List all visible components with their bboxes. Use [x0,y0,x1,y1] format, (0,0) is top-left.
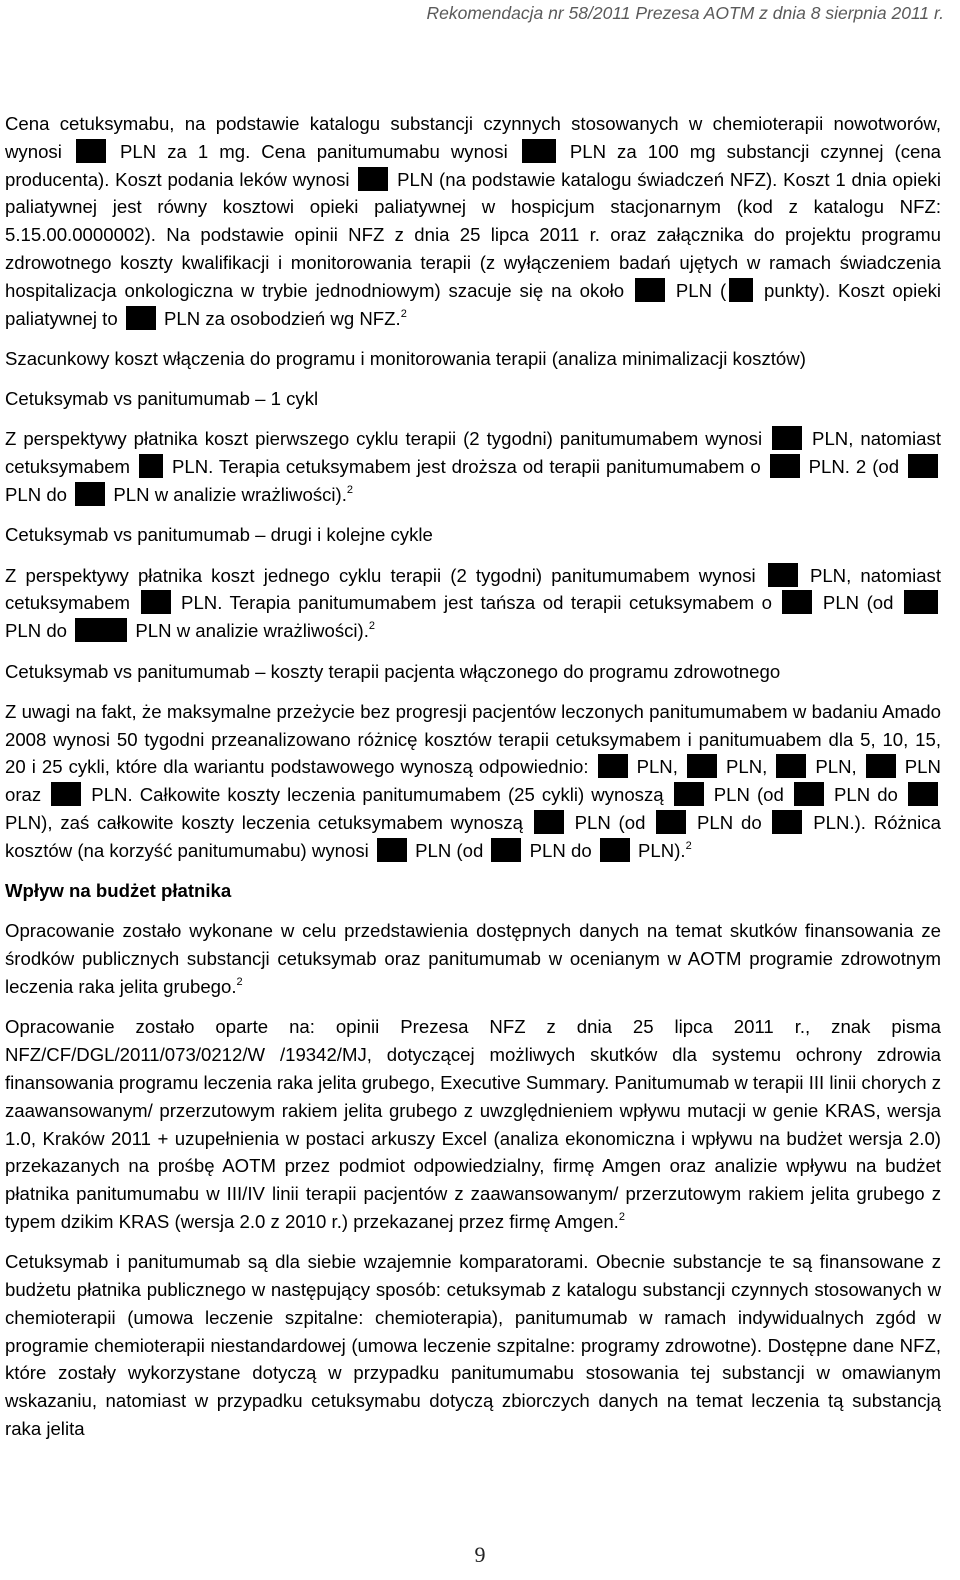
redacted-value [141,590,171,614]
paragraph-next-cycles: Z perspektywy płatnika koszt jednego cyklu terapii (2 tygodni) panitumumabem wynosi PLN, natomiast cetuksymabem PLN. Terapia panitumumabem jest tańsza od terapii cetuksymabem o PLN (od PLN do PLN w analizie wrażliwości).$^2$ [5,564,942,642]
footnote-ref: 2 [346,484,354,497]
redacted-value [358,167,388,191]
footnote-ref: 2 [400,307,407,320]
redacted-value [635,278,665,302]
footnote-ref: 2 [685,839,692,852]
redacted-value [377,838,407,862]
redacted-value [534,810,564,834]
redacted-value [768,563,798,587]
redacted-value [729,278,753,302]
redacted-value [776,754,806,778]
redacted-value [687,754,717,778]
redacted-value [908,782,938,806]
paragraph-first-cycle: Z perspektywy płatnika koszt pierwszego cyklu terapii (2 tygodni) panitumumabem wynosi PLN, natomiast cetuksymabem PLN. Terapia cetuksymabem jest droższa od terapii panitumumabem o PLN. 2 (od PLN do PLN w analizie wrażliwości).$^2$ [5,428,941,506]
redacted-value [770,454,800,478]
document-header: Rekomendacja nr 58/2011 Prezesa AOTM z dnia 8 sierpnia 2011 r. [426,3,944,23]
section-heading: Cetuksymab vs panitumumab – drugi i kolejne cykle [5,524,433,546]
redacted-value [656,810,686,834]
redacted-value [522,139,556,163]
paragraph-total-costs: Z uwagi na fakt, że maksymalne przeżycie bez progresji pacjentów leczonych panitumumabem w badaniu Amado 2008 wynosi 50 tygodni przeanalizowano różnicę kosztów terapii cetuksymabem i panitumuabem dla 5, 10, 15, 20 i 25 cykli, które dla wariantu podstawowego wynoszą odpowiednio: PLN, PLN, PLN, PLN oraz PLN. Całkowite koszty leczenia panitumumabem (25 cykli) wynoszą PLN (od PLN do PLN), zaś całkowite koszty leczenia cetuksymabem wynoszą PLN (od PLN do PLN.). Różnica kosztów (na korzyść panitumumabu) wynosi PLN (od PLN do PLN).$^2$ [5,700,941,861]
redacted-value [866,754,896,778]
footnote-ref: 2 [236,976,243,989]
document-body [5,110,941,1455]
paragraph-sources: Opracowanie zostało oparte na: opinii Prezesa NFZ z dnia 25 lipca 2011 r., znak pisma NFZ/CF/DGL/2011/073/0212/W /19342/MJ, dotyczącej możliwych skutków dla systemu ochrony zdrowia finansowania programu leczenia raka jelita grubego, Executive Summary. Panitumumab w terapii III linii chorych z zaawansowanym/ przerzutowym rakiem jelita grubego z uwzględnieniem wpływu mutacji w genie KRAS, wersja 1.0, Kraków 2011 + uzupełnienia w postaci arkuszy Excel (analiza ekonomiczna i wpływu na budżet wersja 2.0) przekazanych na prośbę AOTM przez podmiot odpowiedzialny, firmę Amgen oraz analizie wpływu na budżet płatnika panitumumabu w III/IV linii terapii pacjentów z zaawansowanym/ przerzutowym rakiem jelita grubego z typem dzikim KRAS (wersja 2.0 z 2010 r.) przekazanej przez firmę Amgen.$^2$ [5,1016,941,1232]
redacted-value [139,454,163,478]
redacted-value [772,810,802,834]
page-number: 9 [474,1542,486,1567]
redacted-value [904,590,938,614]
paragraph-drug-prices: Cena cetuksymabu, na podstawie katalogu substancji czynnych stosowanych w chemioterapii nowotworów, wynosi PLN za 1 mg. Cena panitumumabu wynosi PLN za 100 mg substancji czynnej (cena producenta). Koszt podania leków wynosi PLN (na podstawie katalogu świadczeń NFZ). Koszt 1 dnia opieki paliatywnej jest równy kosztowi opieki paliatywnej w hospicjum stacjonarnym (kod z katalogu NFZ: 5.15.00.0000002). Na podstawie opinii NFZ z dnia 25 lipca 2011 r. oraz załącznika do projektu programu zdrowotnego koszty kwalifikacji i monitorowania terapii (z wyłączeniem badań ujętych w ramach świadczenia hospitalizacja onkologiczna w trybie jednodniowym) szacuje się na około PLN ( punkty). Koszt opieki paliatywnej to PLN za osobodzień wg NFZ.$^2$ [5,113,942,329]
redacted-value [772,426,802,450]
paragraph-budget-purpose: Opracowanie zostało wykonane w celu przedstawienia dostępnych danych na temat skutków finansowania ze środków publicznych substancji cetuksymab oraz panitumumab w ocenianym w AOTM programie zdrowotnym leczenia raka jelita grubego.$^2$ [5,920,941,998]
redacted-value [491,838,521,862]
redacted-value [600,838,630,862]
redacted-value [75,618,127,642]
section-heading-budget: Wpływ na budżet płatnika [5,880,232,902]
redacted-value [674,782,704,806]
redacted-value [598,754,628,778]
footnote-ref: 2 [368,620,376,633]
redacted-value [782,590,812,614]
paragraph-comparators: Cetuksymab i panitumumab są dla siebie wzajemnie komparatorami. Obecnie substancje te są finansowane z budżetu płatnika publicznego w następujący sposób: cetuksymab z katalogu substancji czynnych stosowanych w chemioterapii (umowa leczenie szpitalne: chemioterapia), panitumumab w ramach indywidualnych zgód w programie chemioterapii niestandardowej (umowa leczenie szpitalne: programy zdrowotne). Dostępne dane NFZ, które zostały wykorzystane dotyczą w przypadku panitumumabu stosowania tej substancji w omawianym wskazaniu, natomiast w przypadku cetuksymabu dotyczą zbiorczych danych na temat leczenia tą substancją raka jelita [5,1251,941,1439]
section-heading: Cetuksymab vs panitumumab – 1 cykl [5,388,319,410]
redacted-value [908,454,938,478]
redacted-value [51,782,81,806]
redacted-value [126,306,156,330]
section-heading: Szacunkowy koszt włączenia do programu i monitorowania terapii (analiza minimalizacji kosztów) [5,347,806,369]
redacted-value [794,782,824,806]
redacted-value [76,139,106,163]
section-heading: Cetuksymab vs panitumumab – koszty terapii pacjenta włączonego do programu zdrowotnego [5,660,781,682]
redacted-value [75,482,105,506]
footnote-ref: 2 [618,1210,625,1223]
